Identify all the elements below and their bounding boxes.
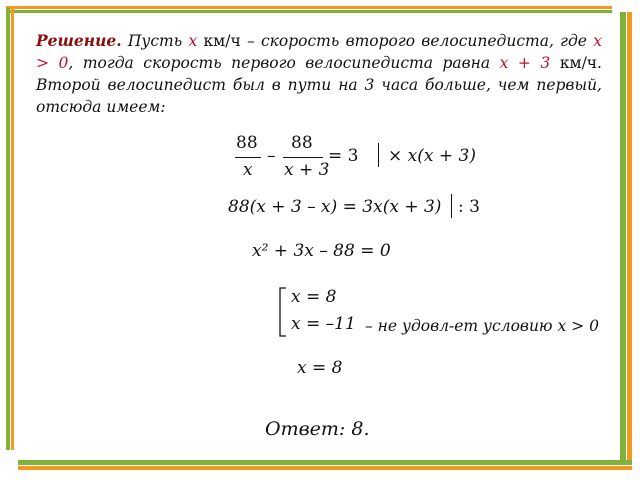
root-2-note: – не удовл-ет условию x > 0 [365,317,599,335]
final-root: x = 8 [297,358,343,378]
equation2-text: 88(x + 3 – x) = 3x(x + 3) [228,197,442,217]
fraction2-denominator: x + 3 [284,160,330,180]
multiply-operation: × x(x + 3) [388,146,476,166]
fraction1-denominator: x [243,160,253,180]
fraction2-numerator: 88 [291,133,313,153]
equation1-rhs: = 3 [328,146,359,166]
divide-operation: : 3 [458,197,480,217]
intro-text: , тогда скорость первого велосипедиста равна [68,54,500,72]
frame-left-green [6,8,10,450]
frame-bottom-green [18,460,632,465]
intro-text: – скорость второго велосипедиста, где [240,32,594,50]
root-2: x = –11 [291,314,356,334]
variable-x: x [188,32,198,50]
minus-sign: – [267,146,276,166]
quadratic-equation: x² + 3x – 88 = 0 [252,241,391,261]
solution-intro [36,30,602,118]
frame-top-orange [6,6,612,9]
frame-right-green [620,12,626,464]
frame-right-orange [627,12,632,464]
fraction1-line [235,157,261,158]
intro-text [550,54,560,72]
condition: x > 0 [36,32,602,72]
intro-text: . Второй велосипедист был в пути на 3 часа больше, чем первый, отсюда имеем: [36,54,602,116]
frame-bottom-orange [18,466,632,470]
frame-left-orange [11,8,14,450]
square-bracket-icon [278,287,288,337]
root-1: x = 8 [291,287,337,307]
answer: Ответ: 8. [265,418,370,440]
frame-top-green [6,10,612,13]
solution-label: Решение. [36,31,122,50]
unit-kmh: км/ч [559,54,598,72]
fraction1-numerator: 88 [236,133,258,153]
operation-bar [378,143,379,167]
first-speed-expr: x + 3 [499,54,551,72]
intro-text: Пусть [121,32,189,50]
fraction2-line [283,157,323,158]
operation-bar [451,194,452,218]
unit-kmh: км/ч [203,32,241,50]
